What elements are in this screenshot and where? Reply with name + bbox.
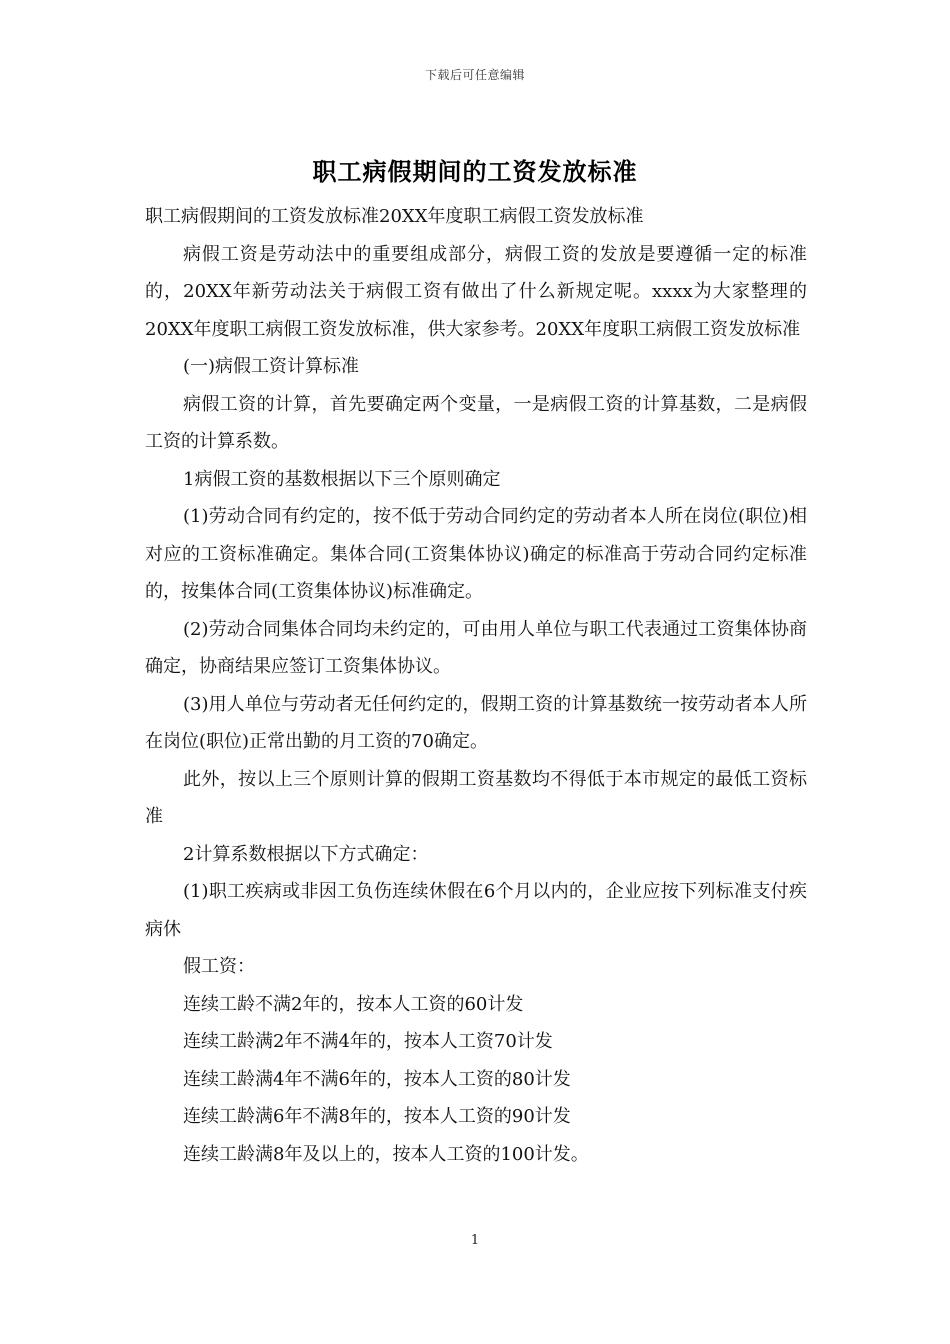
body-paragraph: 此外，按以上三个原则计算的假期工资基数均不得低于本市规定的最低工资标准	[145, 768, 807, 827]
page-number: 1	[470, 1233, 480, 1248]
body-paragraph: 假工资：	[183, 956, 255, 977]
document-title: 职工病假期间的工资发放标准	[312, 157, 638, 186]
document-body	[145, 198, 807, 1173]
body-paragraph: 2计算系数根据以下方式确定：	[183, 843, 429, 865]
body-paragraph: 连续工龄满4年不满6年的，按本人工资的80计发	[183, 1068, 571, 1090]
body-paragraph: 连续工龄不满2年的，按本人工资的60计发	[183, 993, 524, 1015]
body-paragraph: (2)劳动合同集体合同均未约定的，可由用人单位与职工代表通过工资集体协商确定，协商结果应签订工资集体协议。	[145, 618, 807, 677]
body-paragraph: 连续工龄满2年不满4年的，按本人工资70计发	[183, 1031, 553, 1052]
body-paragraph: 连续工龄满6年不满8年的，按本人工资的90计发	[183, 1106, 571, 1127]
body-paragraph: (一)病假工资计算标准	[183, 356, 360, 377]
body-paragraph: 病假工资是劳动法中的重要组成部分，病假工资的发放是要遵循一定的标准的，20XX年新劳动法关于病假工资有做出了什么新规定呢。xxxx为大家整理的20XX年度职工病假工资发放标准，供大家参考。20XX年度职工病假工资发放标准	[145, 243, 807, 340]
body-paragraph: (1)职工疾病或非因工负伤连续休假在6个月以内的，企业应按下列标准支付疾病休	[145, 881, 807, 940]
body-paragraph: 病假工资的计算，首先要确定两个变量，一是病假工资的计算基数，二是病假工资的计算系数。	[145, 393, 807, 452]
body-paragraph: 职工病假期间的工资发放标准20XX年度职工病假工资发放标准	[145, 206, 644, 227]
body-paragraph: (3)用人单位与劳动者无任何约定的，假期工资的计算基数统一按劳动者本人所在岗位(职位)正常出勤的月工资的70确定。	[145, 693, 807, 752]
body-paragraph: 1病假工资的基数根据以下三个原则确定	[183, 468, 501, 490]
body-paragraph: (1)劳动合同有约定的，按不低于劳动合同约定的劳动者本人所在岗位(职位)相对应的工资标准确定。集体合同(工资集体协议)确定的标准高于劳动合同约定标准的，按集体合同(工资集体协议)标准确定。	[145, 506, 807, 602]
body-paragraph: 连续工龄满8年及以上的，按本人工资的100计发。	[183, 1143, 589, 1165]
page-header-note: 下载后可任意编辑	[424, 68, 525, 82]
